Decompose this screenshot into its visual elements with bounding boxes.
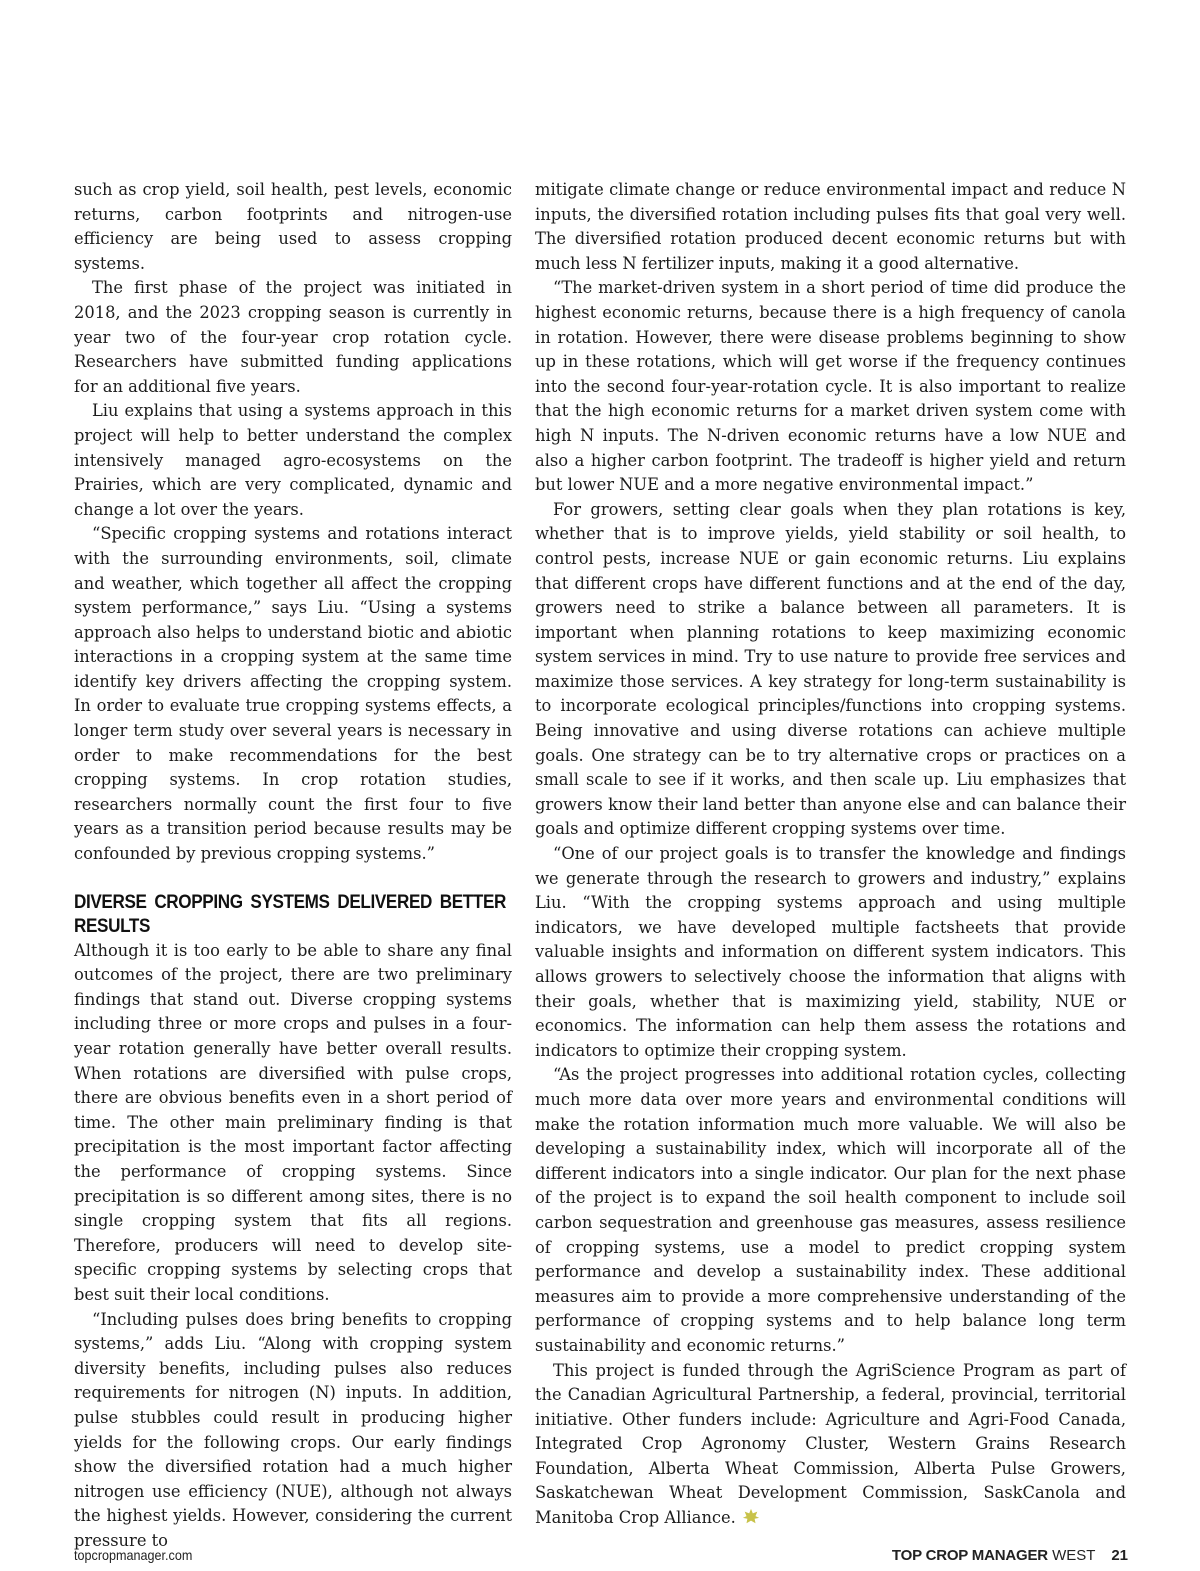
section-heading: DIVERSE CROPPING SYSTEMS DELIVERED BETTER RESULTS — [74, 891, 506, 937]
right-paragraph-6-wrapper — [535, 1359, 1126, 1531]
right-column — [535, 178, 1126, 1531]
right-paragraph-5: “As the project progresses into additional rotation cycles, collecting much more data over more years and environmental conditions will make the rotation information much more valuable. We will also be developing a sustainability index, which will incorporate all of the different indicators into a single indicator. Our plan for the next phase of the project is to expand the soil health component to include soil carbon sequestration and greenhouse gas measures, assess resilience of cropping systems, use a model to predict cropping system performance and develop a sustainability index. These additional measures aim to provide a more comprehensive understanding of the performance of cropping systems and to help balance long term sustainability and economic returns.” — [535, 1065, 1126, 1355]
footer-edition: WEST — [1052, 1547, 1096, 1564]
footer-website: topcropmanager.com — [74, 1547, 193, 1563]
left-paragraph-3: Liu explains that using a systems approach in this project will help to better understand the complex intensively managed agro-ecosystems on the Prairies, which are very complicated, dynamic and change a lot over the years. — [74, 401, 512, 519]
left-paragraph-4: “Specific cropping systems and rotations interact with the surrounding environments, soil, climate and weather, which together all affect the cropping system performance,” says Liu. “Using a systems approach also helps to understand biotic and abiotic interactions in a cropping system at the same time identify key drivers affecting the cropping system. In order to evaluate true cropping systems effects, a longer term study over several years is necessary in order to make recommendations for the best cropping systems. In crop rotation studies, researchers normally count the first four to five years as a transition period because results may be confounded by previous cropping systems.” — [74, 524, 512, 864]
right-paragraph-2: “The market-driven system in a short period of time did produce the highest economic returns, because there is a high frequency of canola in rotation. However, there were disease problems beginning to show up in these rotations, which will get worse if the frequency continues into the second four-year-rotation cycle. It is also important to realize that the high economic returns for a market driven system come with high N inputs. The N-driven economic returns have a low NUE and also a higher carbon footprint. The tradeoff is higher yield and return but lower NUE and a more negative environmental impact.” — [535, 278, 1126, 495]
footer-publication — [892, 1547, 1128, 1571]
right-paragraph-1: mitigate climate change or reduce environmental impact and reduce N inputs, the diversified rotation including pulses fits that goal very well. The diversified rotation produced decent economic returns but with much less N fertilizer inputs, making it a good alternative. — [535, 180, 1126, 273]
left-paragraph-5: Although it is too early to be able to share any final outcomes of the project, there are two preliminary findings that stand out. Diverse cropping systems including three or more crops and pulses in a four-year rotation generally have better overall results. When rotations are diversified with pulse crops, there are obvious benefits even in a short period of time. The other main preliminary finding is that precipitation is the most important factor affecting the performance of cropping systems. Since precipitation is so different among sites, there is no single cropping system that fits all regions. Therefore, producers will need to develop site-specific cropping systems by selecting crops that best suit their local conditions. — [74, 940, 512, 1304]
left-paragraph-6: “Including pulses does bring benefits to cropping systems,” adds Liu. “Along with cropping system diversity benefits, including pulses also reduces requirements for nitrogen (N) inputs. In addition, pulse stubbles could result in producing higher yields for the following crops. Our early findings show the diversified rotation had a much higher nitrogen use efficiency (NUE), although not always the highest yields. However, considering the current pressure to — [74, 1309, 512, 1550]
footer-brand: TOP CROP MANAGER — [891, 1547, 1048, 1564]
right-paragraph-4: “One of our project goals is to transfer the knowledge and findings we generate through the research to growers and industry,” explains Liu. “With the cropping systems approach and using multiple indicators, we have developed multiple factsheets that provide valuable insights and information on different system indicators. This allows growers to selectively choose the information that aligns with their goals, whether that is maximizing yield, stability, NUE or economics. The information can help them assess the rotations and indicators to optimize their cropping system. — [535, 844, 1126, 1060]
leaf-end-mark-icon — [742, 1508, 760, 1526]
footer-page-number: 21 — [1111, 1547, 1128, 1564]
right-paragraph-6: This project is funded through the AgriScience Program as part of the Canadian Agricultural Partnership, a federal, provincial, territorial initiative. Other funders include: Agriculture and Agri-Food Canada, Integrated Crop Agronomy Cluster, Western Grains Research Foundation, Alberta Wheat Commission, Alberta Pulse Growers, Saskatchewan Wheat Development Commission, SaskCanola and Manitoba Crop Alliance. — [535, 1360, 1126, 1528]
left-paragraph-2: The first phase of the project was initiated in 2018, and the 2023 cropping season is currently in year two of the four-year crop rotation cycle. Researchers have submitted funding applications for an additional five years. — [74, 278, 512, 396]
right-paragraph-3: For growers, setting clear goals when they plan rotations is key, whether that is to improve yields, yield stability or soil health, to control pests, increase NUE or gain economic returns. Liu explains that different crops have different functions and at the end of the day, growers need to strike a balance between all parameters. It is important when planning rotations to keep maximizing economic system services in mind. Try to use nature to provide free services and maximize those services. A key strategy for long-term sustainability is to incorporate ecological principles/functions into cropping systems. Being innovative and using diverse rotations can achieve multiple goals. One strategy can be to try alternative crops or practices on a small scale to see if it works, and then scale up. Liu emphasizes that growers know their land better than anyone else and can balance their goals and optimize different cropping systems over time. — [535, 499, 1126, 839]
left-paragraph-1: such as crop yield, soil health, pest levels, economic returns, carbon footprints and nitrogen-use efficiency are being used to assess cropping systems. — [74, 180, 512, 273]
left-column — [74, 178, 512, 1553]
